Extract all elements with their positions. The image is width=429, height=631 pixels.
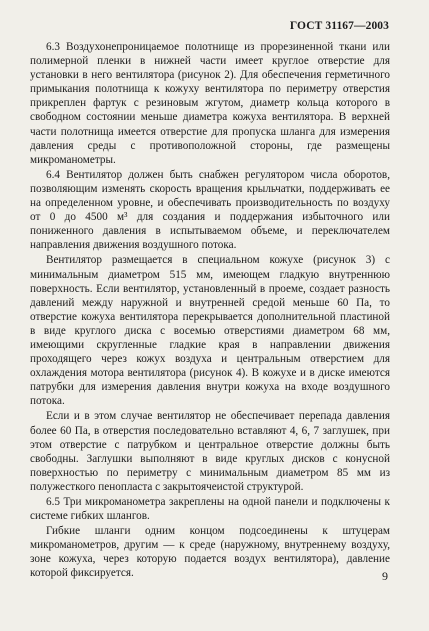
paragraph-hoses: Гибкие шланги одним концом подсоединены к штуцерам микроманометров, другим — к среде (наружному, внутреннему воздуху, зоне кожуха, через которую подается воздух вентилятора), давление которой фиксируется. [30, 525, 390, 580]
body-text [30, 40, 390, 581]
paragraph-plugs: Если и в этом случае вентилятор не обеспечивает перепада давления более 60 Па, в отверстия последовательно вставляют 4, 6, 7 заглушек, при этом отверстие с патрубком и центральное отверстие должны быть свободны. Заглушки выполняют в виде круглых дисков с конусной поверхностью по периметру с минимальным диаметром 85 мм из полужесткого пенопласта с закрытоячеистой структурой. [30, 410, 390, 493]
standard-header: ГОСТ 31167—2003 [289, 20, 389, 32]
paragraph-6-4: 6.4 Вентилятор должен быть снабжен регулятором числа оборотов, позволяющим изменять скорость вращения крыльчатки, поддерживать ее на определенном уровне, и обеспечивать производительность по воздуху от 0 до 4500 м³ для создания и поддержания избыточного или пониженного давления в испытываемом объеме, и переключателем направления движения воздушного потока. [30, 168, 390, 252]
paragraph-fan-housing: Вентилятор размещается в специальном кожухе (рисунок 3) с минимальным диаметром 515 мм, имеющем гладкую внутреннюю поверхность. Если вентилятор, установленный в проеме, создает разность давлений между наружной и внутренней средой меньше 60 Па, то отверстие кожуха вентилятора перекрывается дополнительной пластиной в виде круглого диска с восемью отверстиями диаметром 68 мм, имеющими скругленные гладкие края в направлении движения проходящего через кожух воздуха и центральным отверстием для охлаждения мотора вентилятора (рисунок 4). В кожухе и в диске имеются патрубки для измерения давления внутри кожуха на входе воздушного потока. [30, 254, 390, 408]
page-number: 9 [382, 569, 388, 583]
paragraph-6-5: 6.5 Три микроманометра закреплены на одной панели и подключены к системе гибких шлангов. [30, 496, 390, 523]
paragraph-6-3: 6.3 Воздухонепроницаемое полотнище из прорезиненной ткани или полимерной пленки в нижней части имеет круглое отверстие для установки в него вентилятора (рисунок 2). Для обеспечения герметичного примыкания полотнища к кожуху вентилятора по периметру отверстия прикреплен фартук с резиновым жгутом, диаметр кольца которого в свободном состоянии меньше диаметра кожуха вентилятора. В верхней части полотнища имеется отверстие для пропуска шланга для измерения давления среды с противоположной стороны, где размещены микроманометры. [30, 41, 390, 166]
